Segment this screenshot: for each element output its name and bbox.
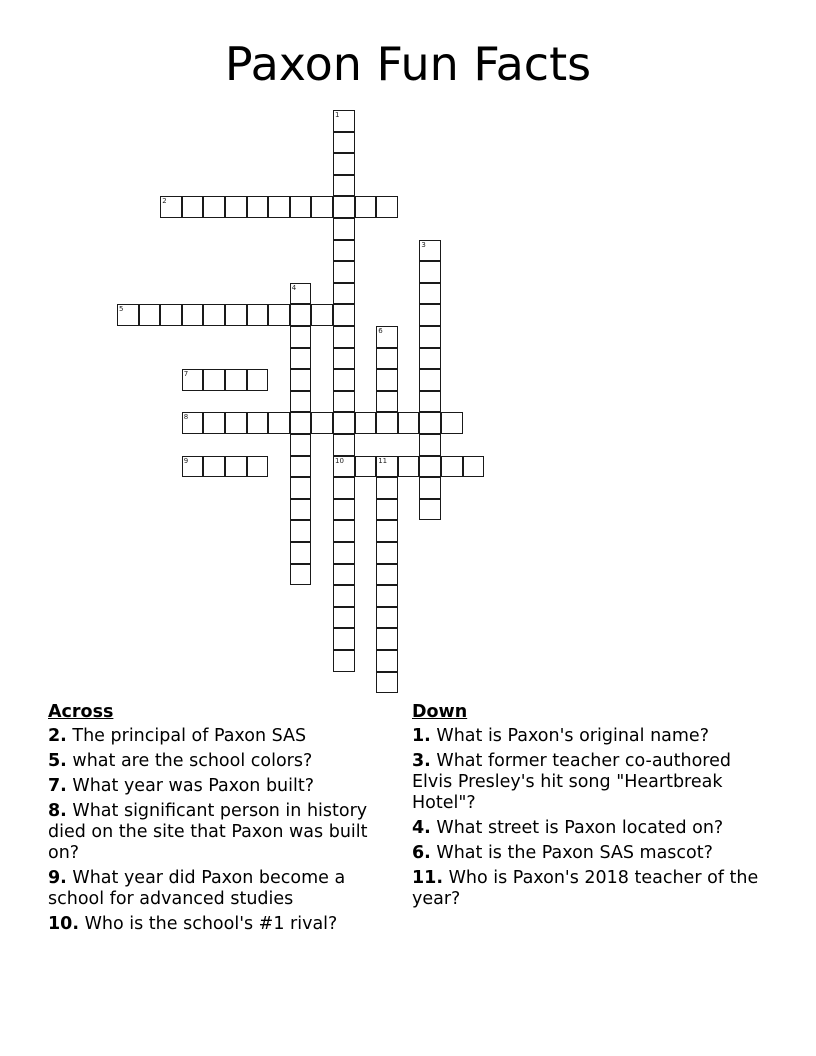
grid-cell[interactable] [333,650,355,672]
grid-cell[interactable] [333,304,355,326]
grid-cell[interactable] [182,196,204,218]
grid-cell[interactable] [268,196,290,218]
clue-across-9 [48,868,400,910]
grid-cell[interactable] [182,412,204,434]
grid-cell[interactable] [419,261,441,283]
grid-cell[interactable] [419,369,441,391]
grid-cell[interactable] [160,196,182,218]
grid-cell[interactable] [117,304,139,326]
grid-cell[interactable] [333,434,355,456]
grid-cell[interactable] [311,412,333,434]
grid-cell[interactable] [376,672,398,694]
grid-cell[interactable] [247,456,269,478]
grid-cell[interactable] [376,196,398,218]
grid-cell[interactable] [333,175,355,197]
grid-cell[interactable] [376,369,398,391]
grid-cell[interactable] [398,412,420,434]
grid-cell[interactable] [333,283,355,305]
grid-cell[interactable] [355,456,377,478]
grid-cell[interactable] [333,218,355,240]
grid-cell[interactable] [376,391,398,413]
grid-cell[interactable] [225,196,247,218]
grid-cell[interactable] [311,196,333,218]
cell-number: 9 [183,456,189,465]
clue-number: 11. [412,868,444,888]
grid-cell[interactable] [376,650,398,672]
clue-text: What former teacher co-authored Elvis Presley's hit song "Heartbreak Hotel"? [412,751,731,813]
clue-number: 1. [412,726,431,746]
grid-cell[interactable] [290,196,312,218]
grid-cell[interactable] [225,304,247,326]
grid-cell[interactable] [290,369,312,391]
clue-number: 4. [412,818,431,838]
grid-cell[interactable] [139,304,161,326]
clue-number: 5. [48,751,67,771]
grid-cell[interactable] [333,240,355,262]
across-clues [48,702,400,939]
grid-cell[interactable] [225,456,247,478]
grid-cell[interactable] [182,456,204,478]
grid-cell[interactable] [376,499,398,521]
grid-cell[interactable] [203,304,225,326]
clue-down-11 [412,868,772,910]
clue-across-10 [48,914,400,935]
cell-number: 4 [291,283,297,292]
grid-cell[interactable] [225,369,247,391]
grid-cell[interactable] [247,196,269,218]
grid-cell[interactable] [333,456,355,478]
grid-cell[interactable] [376,585,398,607]
grid-cell[interactable] [333,520,355,542]
clue-text: What is Paxon's original name? [436,726,709,746]
grid-cell[interactable] [419,326,441,348]
grid-cell[interactable] [333,585,355,607]
grid-cell[interactable] [160,304,182,326]
grid-cell[interactable] [419,499,441,521]
grid-cell[interactable] [419,477,441,499]
grid-cell[interactable] [333,542,355,564]
grid-cell[interactable] [333,369,355,391]
grid-cell[interactable] [398,456,420,478]
grid-cell[interactable] [290,348,312,370]
grid-cell[interactable] [441,456,463,478]
grid-cell[interactable] [333,477,355,499]
clue-number: 6. [412,843,431,863]
cell-number: 10 [335,456,344,465]
grid-cell[interactable] [182,369,204,391]
grid-cell[interactable] [376,542,398,564]
grid-cell[interactable] [463,456,485,478]
clue-down-3 [412,751,772,814]
grid-cell[interactable] [333,110,355,132]
grid-cell[interactable] [333,261,355,283]
clue-text: What year was Paxon built? [72,776,315,796]
clue-number: 2. [48,726,67,746]
grid-cell[interactable] [333,326,355,348]
clue-down-1 [412,726,772,747]
grid-cell[interactable] [290,412,312,434]
grid-cell[interactable] [203,456,225,478]
grid-cell[interactable] [376,326,398,348]
cell-number: 11 [378,456,388,465]
grid-cell[interactable] [247,369,269,391]
grid-cell[interactable] [333,499,355,521]
grid-cell[interactable] [268,412,290,434]
grid-cell[interactable] [290,326,312,348]
grid-cell[interactable] [441,412,463,434]
grid-cell[interactable] [203,412,225,434]
cell-number: 3 [421,240,426,249]
clue-text: Who is the school's #1 rival? [84,914,338,934]
clue-number: 10. [48,914,80,934]
clue-down-6 [412,843,772,864]
grid-cell[interactable] [182,304,204,326]
clue-down-4 [412,818,772,839]
clue-text: What significant person in history died on the site that Paxon was built on? [48,801,368,863]
clue-number: 8. [48,801,67,821]
grid-cell[interactable] [419,456,441,478]
grid-cell[interactable] [376,607,398,629]
cell-number: 2 [162,197,167,206]
grid-cell[interactable] [355,196,377,218]
grid-cell[interactable] [290,391,312,413]
grid-cell[interactable] [290,499,312,521]
grid-cell[interactable] [203,369,225,391]
grid-cell[interactable] [419,412,441,434]
grid-cell[interactable] [419,283,441,305]
clue-text: What is the Paxon SAS mascot? [436,843,713,863]
grid-cell[interactable] [376,628,398,650]
across-heading: Across [48,702,114,722]
grid-cell[interactable] [419,348,441,370]
grid-cell[interactable] [333,628,355,650]
cell-number: 1 [335,111,340,119]
clue-text: what are the school colors? [72,751,313,771]
grid-cell[interactable] [419,434,441,456]
grid-cell[interactable] [290,304,312,326]
clue-across-2 [48,726,400,747]
cell-number: 6 [378,327,383,335]
grid-cell[interactable] [376,456,398,478]
grid-cell[interactable] [333,153,355,175]
grid-cell[interactable] [333,607,355,629]
grid-cell[interactable] [290,564,312,586]
clue-number: 9. [48,868,67,888]
clue-across-5 [48,751,400,772]
grid-cell[interactable] [225,412,247,434]
grid-cell[interactable] [419,391,441,413]
grid-cell[interactable] [419,240,441,262]
grid-cell[interactable] [419,304,441,326]
grid-cell[interactable] [376,412,398,434]
grid-cell[interactable] [333,412,355,434]
cell-number: 5 [119,305,124,314]
down-heading: Down [412,702,468,722]
grid-cell[interactable] [333,564,355,586]
grid-cell[interactable] [333,348,355,370]
grid-cell[interactable] [203,196,225,218]
grid-cell[interactable] [333,391,355,413]
down-clues [412,702,772,914]
clue-across-7 [48,776,400,797]
grid-cell[interactable] [355,412,377,434]
grid-cell[interactable] [290,542,312,564]
clue-text: The principal of Paxon SAS [72,726,307,746]
grid-cell[interactable] [376,348,398,370]
clue-number: 3. [412,751,431,771]
grid-cell[interactable] [376,477,398,499]
grid-cell[interactable] [247,304,269,326]
grid-cell[interactable] [247,412,269,434]
clue-across-8 [48,801,400,864]
grid-cell[interactable] [333,132,355,154]
grid-cell[interactable] [311,304,333,326]
clue-text: Who is Paxon's 2018 teacher of the year? [412,868,759,909]
grid-cell[interactable] [290,434,312,456]
clue-number: 7. [48,776,67,796]
grid-cell[interactable] [268,304,290,326]
puzzle-title: Paxon Fun Facts [224,37,592,91]
grid-cell[interactable] [290,520,312,542]
clue-text: What street is Paxon located on? [436,818,724,838]
grid-cell[interactable] [290,456,312,478]
grid-cell[interactable] [290,283,312,305]
cell-number: 7 [183,370,189,379]
grid-cell[interactable] [376,564,398,586]
grid-cell[interactable] [376,520,398,542]
clue-text: What year did Paxon become a school for advanced studies [48,868,346,909]
grid-cell[interactable] [333,196,355,218]
grid-cell[interactable] [290,477,312,499]
cell-number: 8 [183,413,189,422]
